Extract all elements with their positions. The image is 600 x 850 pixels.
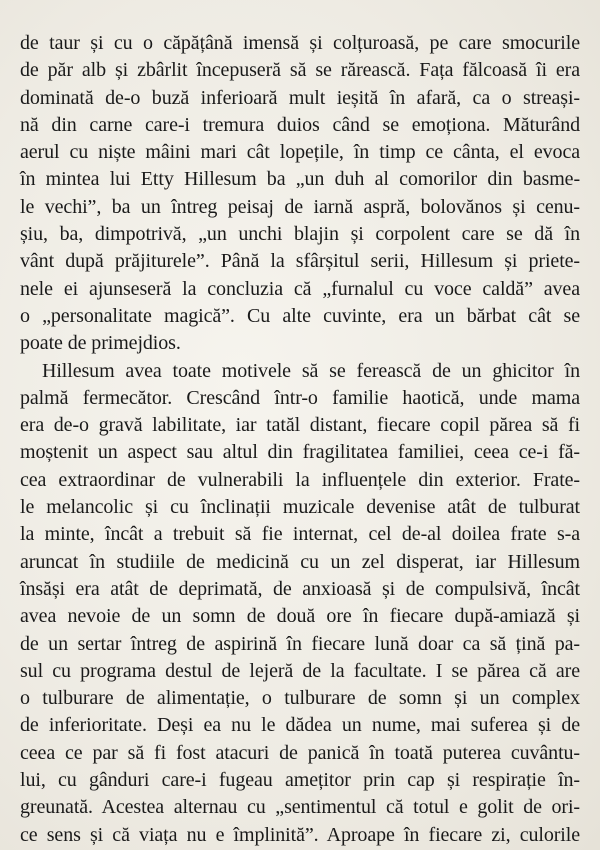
text-line: la minte, încât a trebuit să fie internat, cel de-al doilea frate s-a: [20, 523, 580, 546]
text-line: vânt după prăjiturele”. Până la sfârșitul serii, Hillesum și priete-: [20, 250, 580, 273]
text-line: de taur și cu o căpățână imensă și colțuroasă, pe care smocurile: [20, 32, 580, 54]
text-line: dominată de-o buză inferioară mult ieșită în afară, ca o streași-: [20, 86, 580, 109]
text-line: nă din carne care-i tremura duios când se emoționa. Măturând: [20, 113, 580, 136]
paragraph-2: [20, 358, 580, 849]
text-line: de păr alb și zbârlit începuseră să se rărească. Fața fălcoasă îi era: [20, 59, 580, 82]
text-line: ceea ce par să fi fost atacuri de panică în toată puterea cuvântu-: [20, 741, 580, 764]
text-line: le melancolic și cu înclinații muzicale devenise atât de tulburat: [20, 496, 580, 519]
text-line: sul cu programa destul de lejeră de la facultate. I se părea că are: [20, 659, 580, 682]
text-line: în mintea lui Etty Hillesum ba „un duh al comorilor din basme-: [20, 168, 580, 191]
text-line: o tulburare de alimentație, o tulburare de somn și un complex: [20, 687, 580, 710]
text-line: ce sens și că viața nu e împlinită”. Aproape în fiecare zi, culorile: [20, 823, 580, 846]
text-line: avea nevoie de un somn de două ore în fiecare după-amiază și: [20, 605, 580, 628]
text-line: palmă fermecător. Crescând într-o familie haotică, unde mama: [20, 386, 580, 409]
paragraph-1: [20, 30, 580, 358]
text-line: le vechi”, ba un întreg peisaj de iarnă aspră, bolovănos și cenu-: [20, 195, 580, 218]
text-line: de inferioritate. Deși ea nu le dădea un nume, mai suferea și de: [20, 714, 580, 737]
text-line: aerul cu niște mâini mari cât lopețile, în timp ce cânta, el evoca: [20, 141, 580, 164]
text-line: aruncat în studiile de medicină cu un zel disperat, iar Hillesum: [20, 550, 580, 573]
text-line: moștenit un aspect sau altul din fragilitatea familiei, ceea ce-i fă-: [20, 441, 580, 464]
text-line: nele ei ajunseseră la concluzia că „furnalul cu voce caldă” avea: [20, 277, 580, 300]
text-line: însăși era atât de deprimată, de anxioasă și de compulsivă, încât: [20, 577, 580, 600]
text-line: de un sertar întreg de aspirină în fiecare lună doar ca să țină pa-: [20, 632, 580, 655]
text-line: lui, cu gânduri care-i fugeau amețitor prin cap și respirație în-: [20, 769, 580, 792]
text-line: greunată. Acestea alternau cu „sentimentul că totul e golit de ori-: [20, 796, 580, 819]
text-line: o „personalitate magică”. Cu alte cuvinte, era un bărbat cât se: [20, 304, 580, 327]
text-line: cea extraordinar de vulnerabili la influențele din exterior. Frate-: [20, 468, 580, 491]
text-line: Hillesum avea toate motivele să se ferească de un ghicitor în: [42, 359, 580, 382]
text-line: era de-o gravă labilitate, iar tatăl distant, fiecare copil părea să fi: [20, 414, 580, 437]
text-line: șiu, ba, dimpotrivă, „un unchi blajin și corpolent care se dă în: [20, 223, 580, 246]
body-text: [20, 30, 580, 849]
text-line: poate de primejdios.: [20, 332, 181, 355]
